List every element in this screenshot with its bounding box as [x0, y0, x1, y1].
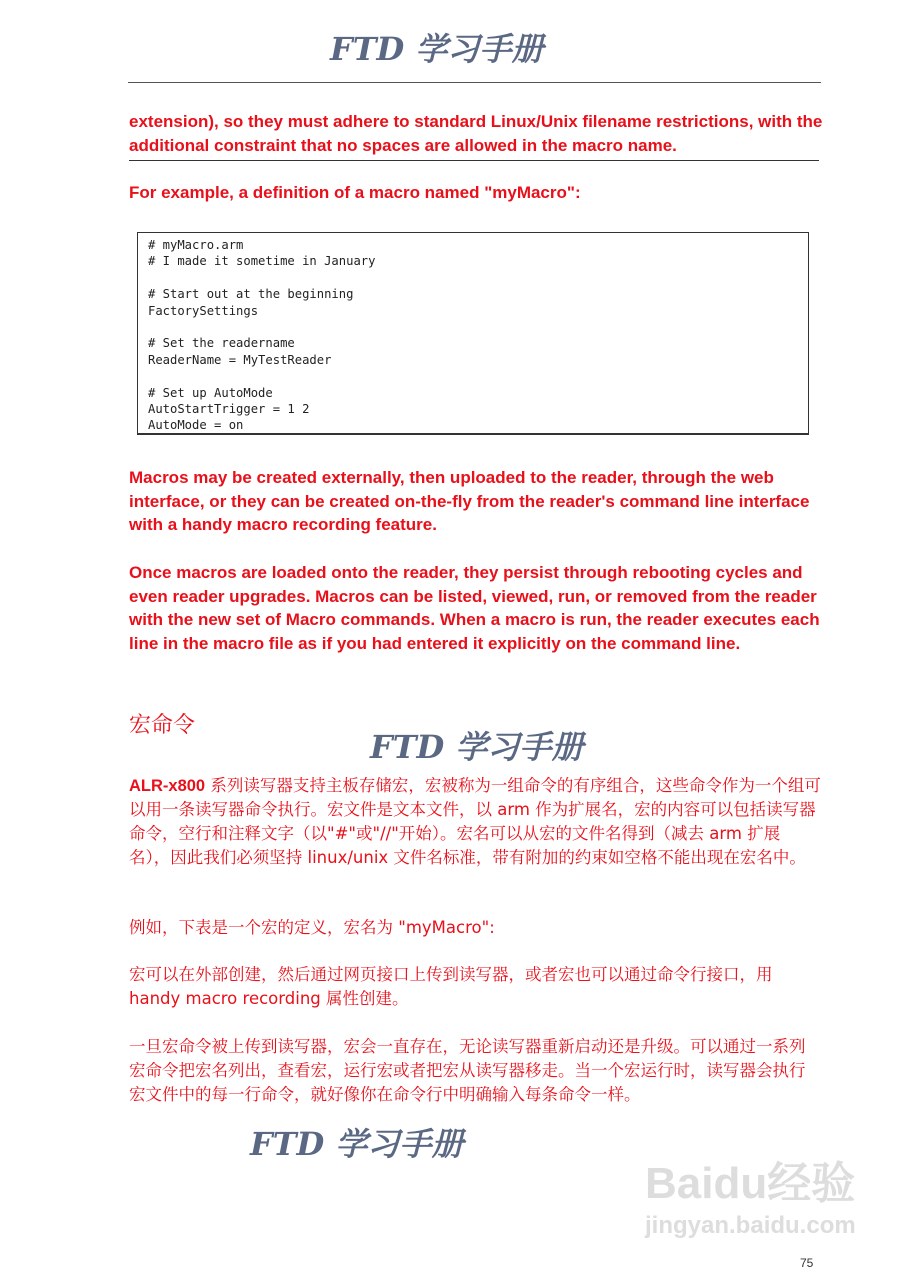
watermark: FTD 学习手册 — [330, 30, 544, 68]
en-paragraph-1: extension), so they must adhere to standard Linux/Unix filename restrictions, with the additional constraint that no spaces are allowed in the macro name. — [129, 112, 823, 155]
baidu-url: jingyan.baidu.com — [645, 1212, 856, 1239]
section-heading: 宏命令 — [129, 713, 196, 738]
macro-code: # myMacro.arm # I made it sometime in January # Start out at the beginning FactorySettings # Set the readername ReaderName = MyTestReader # Set up AutoMode AutoStartTrigger = 1 2 AutoMode = on — [148, 238, 376, 433]
product-name: ALR-x800 — [129, 777, 206, 795]
en-paragraph-2: For example, a definition of a macro named "myMacro": — [129, 183, 581, 202]
cn-paragraph-3: 宏可以在外部创建，然后通过网页接口上传到读写器，或者宏也可以通过命令行接口，用 handy macro recording 属性创建。 — [129, 965, 773, 1008]
watermark: FTD 学习手册 — [250, 1125, 464, 1163]
page-number: 75 — [800, 1256, 814, 1270]
watermark: FTD 学习手册 — [370, 728, 584, 766]
cn-paragraph-1 — [129, 774, 821, 870]
baidu-logo: Baidu经验 — [645, 1159, 856, 1208]
en-paragraph-4: Once macros are loaded onto the reader, they persist through rebooting cycles and even reader upgrades. Macros can be listed, viewed, run, or removed from the reader with the new set of Macro commands. When a macro is run, the reader executes each line in the macro file as if you had entered it explicitly on the command line. — [129, 563, 820, 654]
cn-paragraph-2: 例如，下表是一个宏的定义，宏名为 "myMacro": — [129, 918, 495, 937]
code-box — [137, 232, 809, 435]
en-paragraph-3: Macros may be created externally, then uploaded to the reader, through the web interface, or they can be created on-the-fly from the reader's command line interface with a handy macro recording feature. — [129, 468, 810, 535]
cn-paragraph-1-text: 系列读写器支持主板存储宏，宏被称为一组命令的有序组合，这些命令作为一个组可以用一条读写器命令执行。宏文件是文本文件，以 arm 作为扩展名，宏的内容可以包括读写器命令，空行和注释文字（以"#"或"//"开始）。宏名可以从宏的文件名得到（减去 arm 扩展名），因此我们必须坚持 linux/unix 文件名标准，带有附加的约束如空格不能出现在宏名中。 — [129, 776, 821, 867]
header-rule — [128, 82, 821, 83]
divider-line — [129, 160, 819, 161]
cn-paragraph-4: 一旦宏命令被上传到读写器，宏会一直存在，无论读写器重新启动还是升级。可以通过一系列宏命令把宏名列出，查看宏，运行宏或者把宏从读写器移走。当一个宏运行时，读写器会执行宏文件中的每一行命令，就好像你在命令行中明确输入每条命令一样。 — [129, 1037, 806, 1104]
